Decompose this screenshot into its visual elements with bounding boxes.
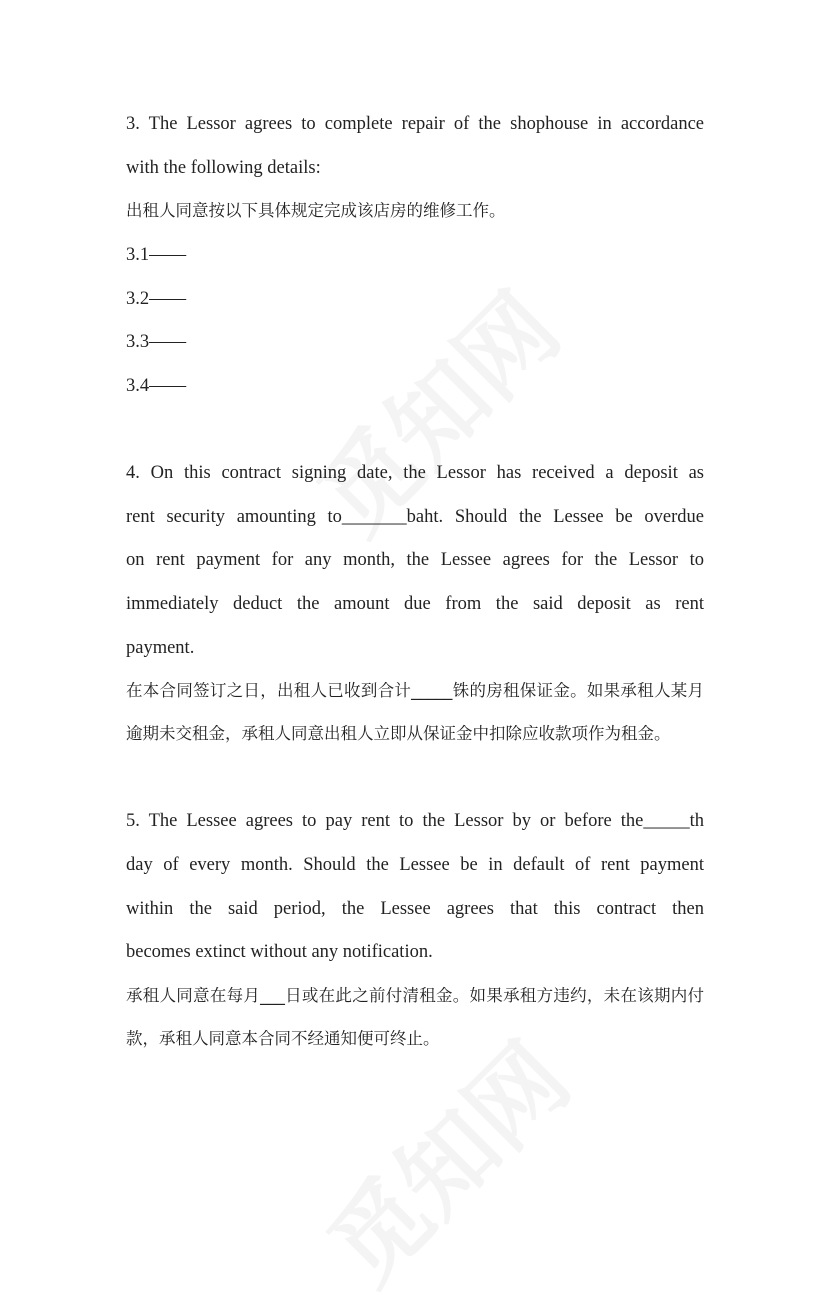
section3-item-3: 3.3—— xyxy=(126,332,187,352)
section4-en-line-2: rent security amounting to_______baht. Should the Lessee be overdue xyxy=(126,507,704,527)
section4-en-line-1: 4. On this contract signing date, the Lessor has received a deposit as xyxy=(126,463,704,483)
section5-en-line-1: 5. The Lessee agrees to pay rent to the Lessor by or before the_____th xyxy=(126,811,704,831)
watermark xyxy=(294,1008,595,1309)
section3-en-line-2: with the following details: xyxy=(126,158,321,178)
section4-en-line-5: payment. xyxy=(126,638,195,658)
section5-en-line-3: within the said period, the Lessee agrees that this contract then xyxy=(126,899,704,919)
section3-zh-line-1: 出租人同意按以下具体规定完成该店房的维修工作。 xyxy=(126,201,506,220)
section3-item-1: 3.1—— xyxy=(126,245,187,265)
section4-en-line-3: on rent payment for any month, the Lessee agrees for the Lessor to xyxy=(126,550,704,570)
section3-item-4: 3.4—— xyxy=(126,376,187,396)
section4-zh-line-2: 逾期未交租金，承租人同意出租人立即从保证金中扣除应收款项作为租金。 xyxy=(126,724,671,743)
section3-en-line-1: 3. The Lessor agrees to complete repair of the shophouse in accordance xyxy=(126,114,704,134)
section5-zh-line-1: 承租人同意在每月___日或在此之前付清租金。如果承租方违约，未在该期内付 xyxy=(126,986,704,1005)
section4-zh-line-1: 在本合同签订之日，出租人已收到合计_____铢的房租保证金。如果承租人某月 xyxy=(126,681,704,700)
section4-en-line-4: immediately deduct the amount due from the said deposit as rent xyxy=(126,594,704,614)
section5-zh-line-2: 款，承租人同意本合同不经通知便可终止。 xyxy=(126,1029,440,1048)
section5-en-line-2: day of every month. Should the Lessee be in default of rent payment xyxy=(126,855,704,875)
section3-item-2: 3.2—— xyxy=(126,289,187,309)
section5-en-line-4: becomes extinct without any notification. xyxy=(126,942,433,962)
